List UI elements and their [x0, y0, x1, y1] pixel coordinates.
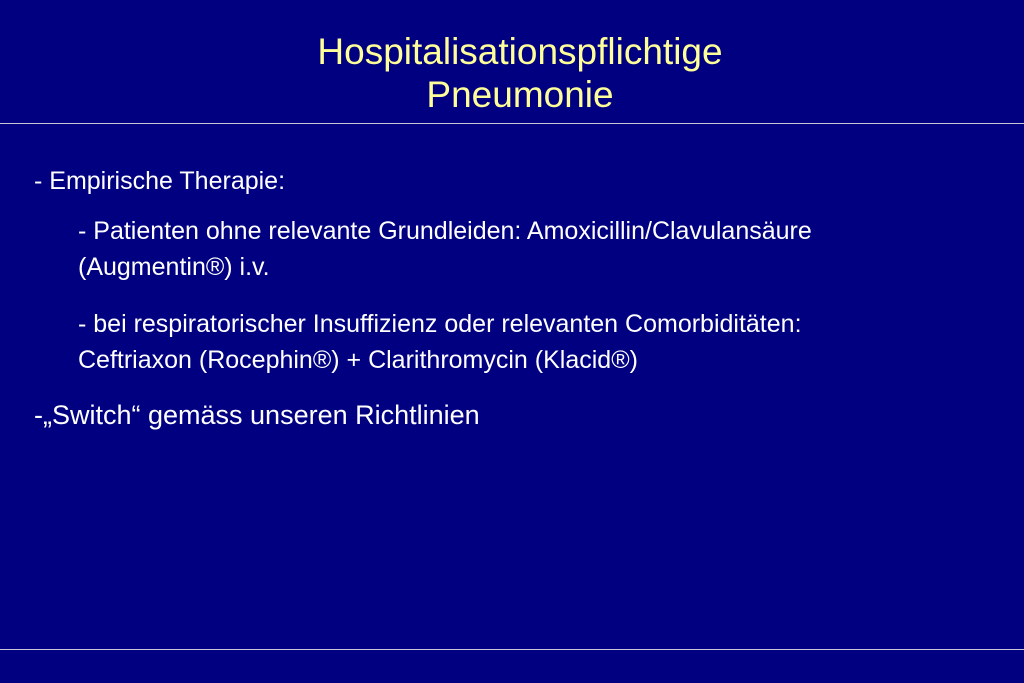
bottom-divider [0, 649, 1024, 650]
sub-bullet-line: (Augmentin®) i.v. [78, 253, 270, 281]
sub-bullet-line: - bei respiratorischer Insuffizienz oder relevanten Comorbiditäten: [78, 310, 802, 338]
sub-bullet-line: Ceftriaxon (Rocephin®) + Clarithromycin (Klacid®) [78, 346, 638, 374]
bullet-switch: -„Switch“ gemäss unseren Richtlinien [34, 400, 480, 430]
top-divider [0, 123, 1024, 124]
title-line-2: Pneumonie [426, 74, 614, 115]
sub-bullet-respiratorische-insuffizienz [78, 306, 1008, 378]
bullet-empirische-therapie: - Empirische Therapie: [34, 167, 286, 195]
sub-bullet-line: - Patienten ohne relevante Grundleiden: Amoxicillin/Clavulansäure [78, 217, 812, 245]
slide-title [0, 30, 1024, 116]
sub-bullet-patienten-ohne-grundleiden [78, 213, 1008, 285]
title-line-1: Hospitalisationspflichtige [317, 31, 723, 72]
